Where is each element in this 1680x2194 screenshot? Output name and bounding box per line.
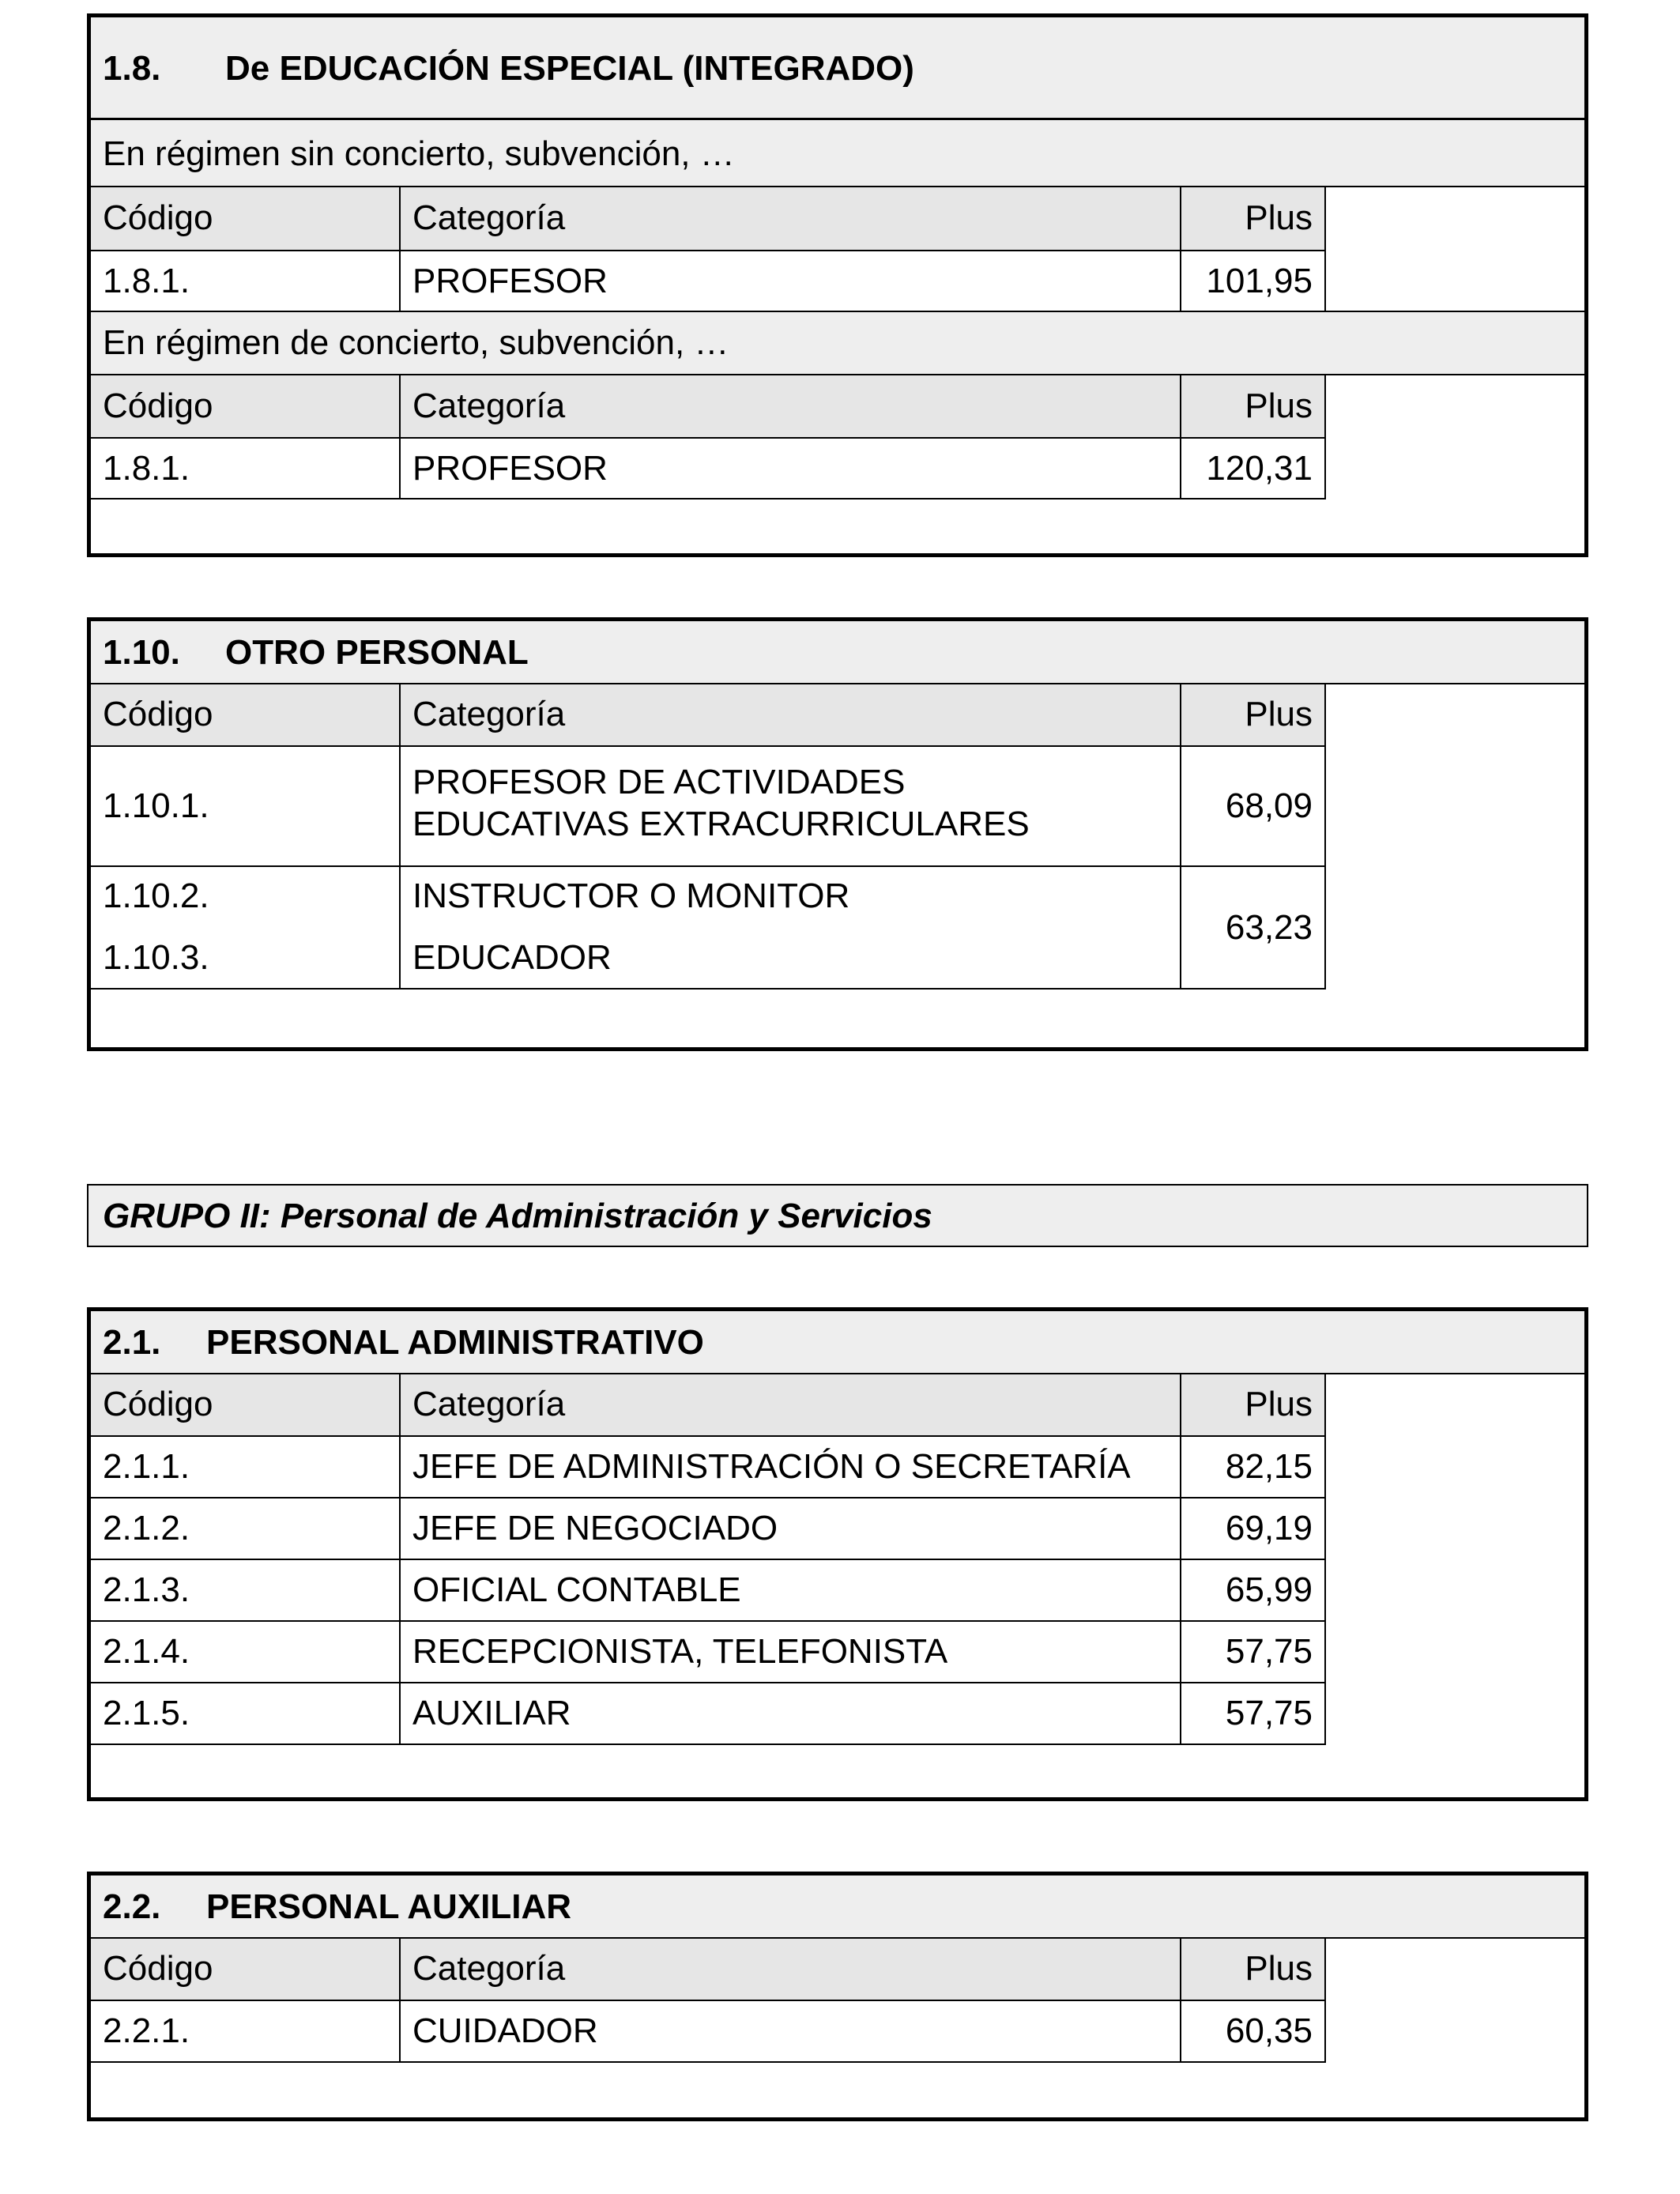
code-value: 2.1.5.	[103, 1694, 190, 1732]
header-label: Código	[103, 1949, 213, 1988]
group-ii-banner	[87, 1184, 1588, 1247]
section-title	[103, 1323, 704, 1363]
regime-label: En régimen de concierto, subvención, …	[103, 323, 729, 362]
table-row	[91, 1437, 1584, 1497]
plus-cell	[1180, 1683, 1326, 1744]
category-cell	[399, 439, 1180, 498]
column-header-category	[399, 1939, 1180, 2000]
plus-value: 60,35	[1225, 2011, 1313, 2050]
table-row	[91, 747, 1584, 865]
header-label: Plus	[1245, 1949, 1313, 1988]
section-title	[103, 1887, 571, 1927]
header-label: Categoría	[412, 386, 566, 425]
code-cell	[91, 251, 399, 311]
header-label: Categoría	[412, 695, 566, 733]
plus-value: 65,99	[1225, 1570, 1313, 1609]
code-value: 2.1.4.	[103, 1632, 190, 1671]
column-header-category	[399, 375, 1180, 437]
plus-value: 120,31	[1206, 449, 1313, 488]
header-label: Código	[103, 386, 213, 425]
plus-value: 101,95	[1206, 262, 1313, 300]
code-value: 2.1.2.	[103, 1509, 190, 1547]
code-value: 1.10.2.	[103, 876, 209, 915]
plus-cell	[1180, 1498, 1326, 1559]
section-name: PERSONAL AUXILIAR	[206, 1887, 572, 1926]
plus-cell	[1180, 1437, 1326, 1497]
category-value: JEFE DE NEGOCIADO	[412, 1509, 778, 1547]
column-header-plus	[1180, 1374, 1326, 1435]
category-cell	[399, 867, 1180, 988]
section-2-1-header	[91, 1311, 1584, 1374]
category-value: OFICIAL CONTABLE	[412, 1570, 741, 1609]
table-row	[91, 439, 1584, 498]
row-divider	[91, 498, 1326, 499]
plus-cell	[1180, 251, 1326, 311]
plus-value: 57,75	[1225, 1632, 1313, 1671]
header-label: Categoría	[412, 1385, 566, 1423]
category-value-line2: EDUCATIVAS EXTRACURRICULARES	[412, 805, 1030, 843]
table-row	[91, 1560, 1584, 1620]
table-row	[91, 251, 1584, 311]
row-divider	[91, 1744, 1326, 1745]
column-header-code	[91, 1939, 399, 2000]
header-label: Código	[103, 1385, 213, 1423]
column-header-code	[91, 684, 399, 745]
code-cell	[91, 1498, 399, 1559]
plus-cell	[1180, 1560, 1326, 1620]
section-title	[103, 633, 529, 673]
category-value: CUIDADOR	[412, 2011, 598, 2050]
header-label: Categoría	[412, 1949, 566, 1988]
code-cell	[91, 747, 399, 865]
section-1-8-table	[87, 13, 1588, 557]
section-number: 2.2.	[103, 1887, 161, 1926]
plus-cell	[1180, 439, 1326, 498]
code-value: 1.10.1.	[103, 786, 209, 825]
category-cell	[399, 1683, 1180, 1744]
category-value: EDUCADOR	[412, 938, 612, 977]
header-label: Plus	[1245, 695, 1313, 733]
column-header-row	[91, 684, 1584, 745]
section-2-1-table	[87, 1307, 1588, 1801]
code-cell	[91, 1560, 399, 1620]
category-cell	[399, 251, 1180, 311]
category-cell	[399, 1560, 1180, 1620]
code-cell	[91, 1622, 399, 1682]
column-header-category	[399, 187, 1180, 250]
header-label: Código	[103, 198, 213, 237]
category-value: JEFE DE ADMINISTRACIÓN O SECRETARÍA	[412, 1447, 1131, 1486]
plus-cell	[1180, 1622, 1326, 1682]
table-row-group	[91, 867, 1584, 988]
code-value: 1.10.3.	[103, 938, 209, 977]
section-1-10-header	[91, 621, 1584, 684]
column-header-plus	[1180, 1939, 1326, 2000]
plus-value: 82,15	[1225, 1447, 1313, 1486]
plus-value: 57,75	[1225, 1694, 1313, 1732]
category-cell	[399, 1622, 1180, 1682]
category-value: RECEPCIONISTA, TELEFONISTA	[412, 1632, 948, 1671]
category-value: PROFESOR	[412, 449, 608, 488]
column-header-code	[91, 187, 399, 250]
table-row	[91, 1498, 1584, 1559]
header-label: Categoría	[412, 198, 566, 237]
table-row	[91, 1622, 1584, 1682]
section-name: OTRO PERSONAL	[225, 633, 529, 672]
plus-cell	[1180, 2001, 1326, 2061]
row-divider	[91, 2061, 1326, 2063]
column-header-row	[91, 1939, 1584, 2000]
plus-cell	[1180, 747, 1326, 865]
header-label: Plus	[1245, 198, 1313, 237]
column-header-plus	[1180, 187, 1326, 250]
code-value: 1.8.1.	[103, 262, 190, 300]
section-1-8-header	[91, 17, 1584, 120]
section-number: 1.10.	[103, 633, 180, 672]
plus-cell	[1180, 867, 1326, 988]
plus-value: 69,19	[1225, 1509, 1313, 1547]
table-row	[91, 2001, 1584, 2061]
column-header-row	[91, 375, 1584, 437]
code-value: 2.1.1.	[103, 1447, 190, 1486]
category-cell	[399, 747, 1180, 865]
regime-row-concierto	[91, 311, 1584, 375]
code-cell	[91, 867, 399, 988]
section-number: 1.8.	[103, 49, 161, 88]
category-value: AUXILIAR	[412, 1694, 571, 1732]
column-header-category	[399, 684, 1180, 745]
code-value: 2.2.1.	[103, 2011, 190, 2050]
code-cell	[91, 2001, 399, 2061]
plus-value: 68,09	[1225, 786, 1313, 825]
column-header-code	[91, 375, 399, 437]
code-cell	[91, 1437, 399, 1497]
column-header-category	[399, 1374, 1180, 1435]
section-name: De EDUCACIÓN ESPECIAL (INTEGRADO)	[225, 49, 914, 88]
section-2-2-header	[91, 1875, 1584, 1939]
category-cell	[399, 1437, 1180, 1497]
column-header-plus	[1180, 684, 1326, 745]
plus-value: 63,23	[1225, 908, 1313, 947]
table-row	[91, 1683, 1584, 1744]
header-label: Plus	[1245, 386, 1313, 425]
category-value: PROFESOR	[412, 262, 608, 300]
header-label: Código	[103, 695, 213, 733]
code-value: 2.1.3.	[103, 1570, 190, 1609]
section-number: 2.1.	[103, 1323, 161, 1362]
regime-row-sin-concierto	[91, 120, 1584, 187]
code-cell	[91, 1683, 399, 1744]
section-1-10-table	[87, 617, 1588, 1051]
category-value-line1: PROFESOR DE ACTIVIDADES	[412, 763, 906, 801]
group-title: GRUPO II: Personal de Administración y Servicios	[103, 1197, 932, 1235]
column-header-code	[91, 1374, 399, 1435]
section-title	[103, 49, 914, 89]
column-header-plus	[1180, 375, 1326, 437]
section-name: PERSONAL ADMINISTRATIVO	[206, 1323, 704, 1362]
row-divider	[91, 988, 1326, 990]
column-header-row	[91, 1374, 1584, 1435]
category-cell	[399, 2001, 1180, 2061]
code-value: 1.8.1.	[103, 449, 190, 488]
regime-label: En régimen sin concierto, subvención, …	[103, 134, 735, 173]
column-header-row	[91, 187, 1584, 250]
category-cell	[399, 1498, 1180, 1559]
section-2-2-table	[87, 1872, 1588, 2121]
category-value: INSTRUCTOR O MONITOR	[412, 876, 850, 915]
code-cell	[91, 439, 399, 498]
header-label: Plus	[1245, 1385, 1313, 1423]
